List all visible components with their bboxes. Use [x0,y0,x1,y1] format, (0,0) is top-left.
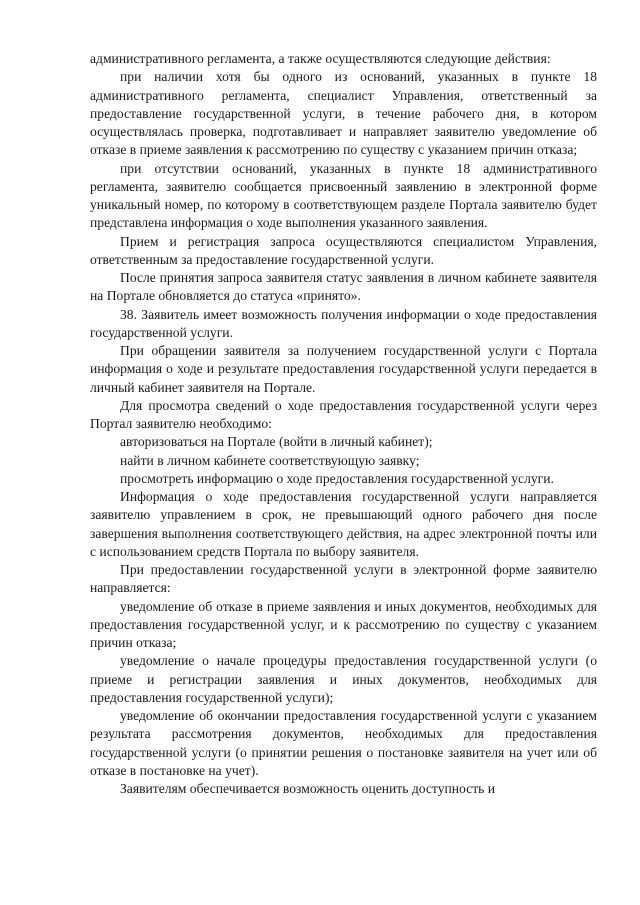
paragraph: при наличии хотя бы одного из оснований, указанных в пункте 18 административного регламента, специалист Управления, ответственный за предоставление государственной услуги, в течение рабочего дня, в котором осуществлялась проверка, подготавливает и направляет заявителю уведомление об отказе в приеме заявления к рассмотрению по существу с указанием причин отказа; [90,69,597,158]
paragraph: Информация о ходе предоставления государственной услуги направляется заявителю управлением в срок, не превышающий одного рабочего дня после завершения выполнения соответствующего действия, на адрес электронной почты или с использованием средств Портала по выбору заявителя. [90,489,597,559]
list-item: просмотреть информацию о ходе предоставления государственной услуги. [120,470,554,486]
paragraph: Для просмотра сведений о ходе предоставления государственной услуги через Портал заявителю необходимо: [90,397,597,431]
paragraph: административного регламента, а также осуществляются следующие действия: [90,51,551,66]
paragraph: После принятия запроса заявителя статус заявления в личном кабинете заявителя на Портале обновляется до статуса «принято». [90,270,597,304]
paragraph: 38. Заявитель имеет возможность получения информации о ходе предоставления государственной услуги. [90,306,597,340]
list-item: авторизоваться на Портале (войти в личный кабинет); [120,434,433,450]
paragraph: Прием и регистрация запроса осуществляются специалистом Управления, ответственным за предоставление государственной услуги. [90,233,597,267]
list-item: найти в личном кабинете соответствующую заявку; [120,452,420,468]
list-item: уведомление о начале процедуры предоставления государственной услуги (о приеме и регистрации заявления и иных документов, необходимых для предоставления государственной услуги); [90,653,597,705]
document-body [90,50,597,798]
paragraph: При предоставлении государственной услуги в электронной форме заявителю направляется: [90,562,597,596]
paragraph: при отсутствии оснований, указанных в пункте 18 административного регламента, заявителю сообщается присвоенный заявлению в электронной форме уникальный номер, по которому в соответствующем разделе Портала заявителю будет представлена информация о ходе выполнения указанного заявления. [90,160,597,231]
list-item: уведомление об окончании предоставления государственной услуги с указанием результата рассмотрения документов, необходимых для предоставления государственной услуги (о принятии решения о постановке заявителя на учет или об отказе в постановке на учет). [90,708,597,778]
list-item: уведомление об отказе в приеме заявления и иных документов, необходимых для предоставления государственной услуг, и к рассмотрению по существу с указанием причин отказа; [90,598,597,650]
paragraph: При обращении заявителя за получением государственной услуги с Портала информация о ходе и результате предоставления государственной услуги передается в личный кабинет заявителя на Портале. [90,343,597,395]
paragraph: Заявителям обеспечивается возможность оценить доступность и [120,781,496,796]
